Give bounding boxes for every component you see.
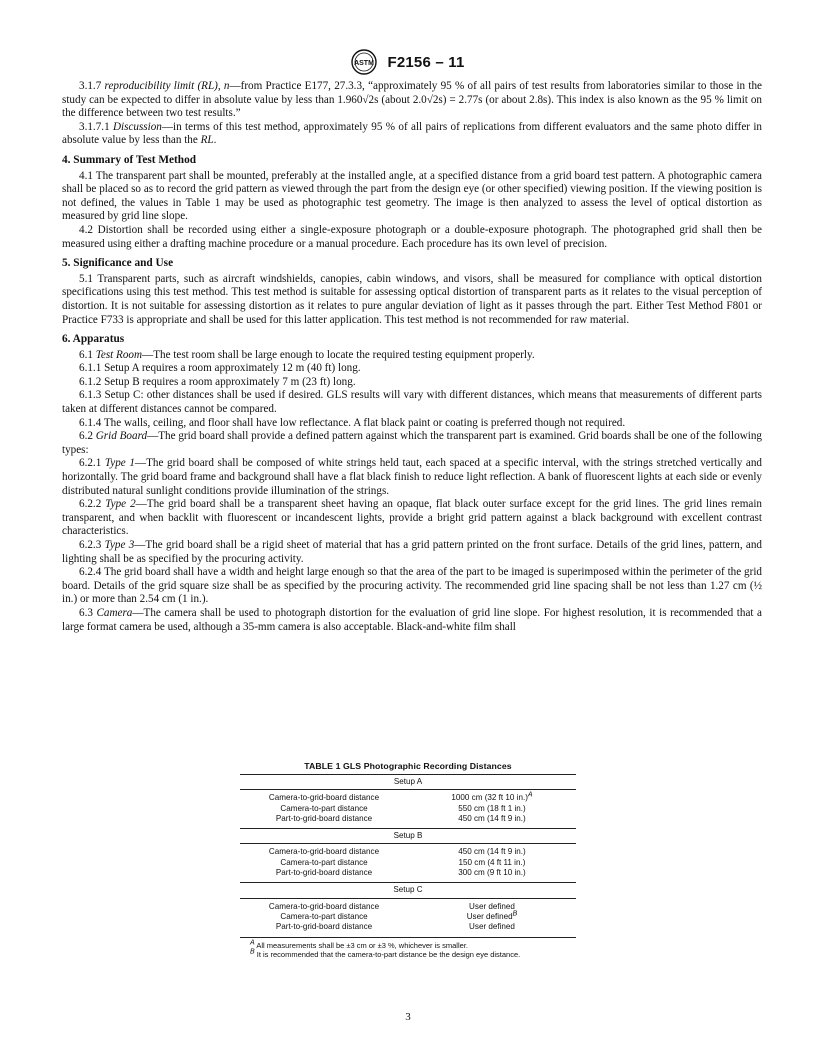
table-row <box>240 844 576 858</box>
row-value: User defined <box>469 901 515 911</box>
paragraph-6-1-4: 6.1.4 The walls, ceiling, and floor shall have low reflectance. A flat black paint or coating is preferred though not required. <box>79 416 626 429</box>
table-row <box>240 858 576 868</box>
setup-heading-row <box>240 829 576 844</box>
paragraph-6-2-3: 6.2.3 Type 3—The grid board shall be a rigid sheet of material that has a grid pattern printed on the front surface. Details of the grid lines, pattern, and lighting shall be as specified by the procuring activity. <box>62 539 762 565</box>
distances-table <box>240 774 576 938</box>
footnote-a: $^A$ All measurements shall be ±3 cm or ±3 %, whichever is smaller. <box>250 939 468 950</box>
table-row <box>240 922 576 937</box>
paragraph-6-1-2: 6.1.2 Setup B requires a room approximately 7 m (23 ft) long. <box>79 375 356 388</box>
row-label: Part-to-grid-board distance <box>275 868 373 878</box>
setup-label: Setup B <box>240 829 576 844</box>
row-label: Camera-to-grid-board distance <box>268 847 380 857</box>
setup-label: Setup A <box>240 775 576 790</box>
row-value: 550 cm (18 ft 1 in.) <box>458 803 526 813</box>
row-value: 450 cm (14 ft 9 in.) <box>458 847 526 857</box>
paragraph-6-2: 6.2 Grid Board—The grid board shall provide a defined pattern against which the transparent part is examined. Grid boards shall be one of the following types: <box>62 430 762 456</box>
table-row <box>240 804 576 814</box>
row-value: 450 cm (14 ft 9 in.) <box>458 813 526 823</box>
paragraph-6-2-2: 6.2.2 Type 2—The grid board shall be a transparent sheet having an opaque, flat black outer surface except for the grid lines. The grid lines remain transparent, and when backlit with fluorescent or incandescent lights, provide a bright grid pattern against a black background with excellent contrast characteristics. <box>62 498 762 538</box>
table-1 <box>240 761 576 960</box>
paragraph-5-1: 5.1 Transparent parts, such as aircraft windshields, canopies, cabin windows, and visors, shall be measured for compliance with optical distortion specifications using this test method. This test method is suitable for assessing optical distortion of transparent parts as it relates to the visual perception of distortion. It is not suitable for assessing distortion as it relates to pure angular deviation of light as it passes through the part. Either Test Method F801 or Practice F733 is appropriate and shall be used for this latter application. This test method is not recommended for raw material. <box>62 272 762 326</box>
row-value: User defined$^B$ <box>466 910 518 921</box>
row-value: 1000 cm (32 ft 10 in.)$^A$ <box>451 791 533 803</box>
page-number: 3 <box>405 1011 411 1023</box>
row-value: 150 cm (4 ft 11 in.) <box>458 857 526 867</box>
paragraph-3-1-7: 3.1.7 reproducibility limit (RL), n—from Practice E177, 27.3.3, “approximately 95 % of all pairs of test results from laboratories similar to those in the study can be expected to differ in absolute value by less than 1.960√2s (about 2.0√2s) = 2.77s (or about 2.8s). This index is also known as the 95 % limit on the difference between two test results.” <box>62 80 762 120</box>
table-row <box>240 912 576 922</box>
table-row <box>240 814 576 829</box>
paragraph-3-1-7-1: 3.1.7.1 Discussion—in terms of this test method, approximately 95 % of all pairs of replications from different evaluators and the same photo differ in absolute value by less than the RL. <box>62 120 762 147</box>
setup-heading-row <box>240 775 576 790</box>
row-label: Camera-to-grid-board distance <box>268 793 380 803</box>
row-label: Camera-to-part distance <box>280 803 368 813</box>
row-label: Camera-to-part distance <box>280 857 368 867</box>
paragraph-6-1-3: 6.1.3 Setup C: other distances shall be used if desired. GLS results will vary with different distances, which means that measurements of different parts taken at different distances cannot be compared. <box>62 389 762 416</box>
row-value: User defined <box>408 922 576 937</box>
row-value: 300 cm (9 ft 10 in.) <box>458 868 526 878</box>
table-row <box>240 790 576 804</box>
document-body <box>62 80 762 634</box>
table-title: TABLE 1 GLS Photographic Recording Distances <box>304 761 512 771</box>
table-row <box>240 868 576 883</box>
footnote-b: $^B$ It is recommended that the camera-to-part distance be the design eye distance. <box>250 948 521 960</box>
paragraph-6-2-4: 6.2.4 The grid board shall have a width and height large enough so that the area of the part to be imaged is superimposed within the perimeter of the grid board. Details of the grid square size shall be as specified by the procuring activity. The recommended grid line spacing shall be not less than 1.27 cm (½ in.) or more than 2.54 cm (1 in.). <box>62 566 762 606</box>
row-label: Camera-to-part distance <box>280 911 368 921</box>
table-row <box>240 898 576 912</box>
section-heading-4: 4. Summary of Test Method <box>62 153 196 166</box>
section-heading-6: 6. Apparatus <box>62 333 125 346</box>
svg-text:ASTM: ASTM <box>354 60 375 67</box>
row-label: Part-to-grid-board distance <box>240 922 408 937</box>
table-footnotes <box>240 941 576 960</box>
paragraph-4-1: 4.1 The transparent part shall be mounted, preferably at the installed angle, at a specified distance from a grid board test pattern. A photographic camera shall be placed so as to record the grid pattern as viewed through the part from the design eye (or other specified) viewing position. If the viewing position is not defined, the values in Table 1 may be used as photographic test geometry. The image is then analyzed to assess the level of optical distortion as measured by grid line slope. <box>62 169 762 223</box>
standard-number: F2156 – 11 <box>387 53 465 71</box>
setup-heading-row <box>240 883 576 898</box>
astm-logo-icon <box>351 49 377 75</box>
paragraph-4-2: 4.2 Distortion shall be recorded using either a single-exposure photograph or a double-exposure photograph. The photographed grid shall then be measured using either a drafting machine procedure or a manual procedure. Each procedure has its own level of precision. <box>62 223 762 250</box>
paragraph-6-1: 6.1 Test Room—The test room shall be large enough to locate the required testing equipment properly. <box>79 348 535 361</box>
setup-label: Setup C <box>240 883 576 898</box>
paragraph-6-3: 6.3 Camera—The camera shall be used to photograph distortion for the evaluation of grid line slope. For highest resolution, it is recommended that a large format camera be used, although a 35-mm camera is also acceptable. Black-and-white film shall <box>62 606 762 633</box>
row-label: Camera-to-grid-board distance <box>268 901 380 911</box>
paragraph-6-2-1: 6.2.1 Type 1—The grid board shall be composed of white strings held taut, each spaced at a specific interval, with the strings stretched vertically and horizontally. The grid board frame and background shall have a flat black finish to reduce light reflection. A bank of fluorescent lights at each side or evenly distributed natural sunlight conditions provide illumination of the strings. <box>62 457 762 497</box>
row-label: Part-to-grid-board distance <box>275 813 373 823</box>
page-header <box>0 49 816 75</box>
section-heading-5: 5. Significance and Use <box>62 257 174 270</box>
paragraph-6-1-1: 6.1.1 Setup A requires a room approximately 12 m (40 ft) long. <box>79 362 361 375</box>
